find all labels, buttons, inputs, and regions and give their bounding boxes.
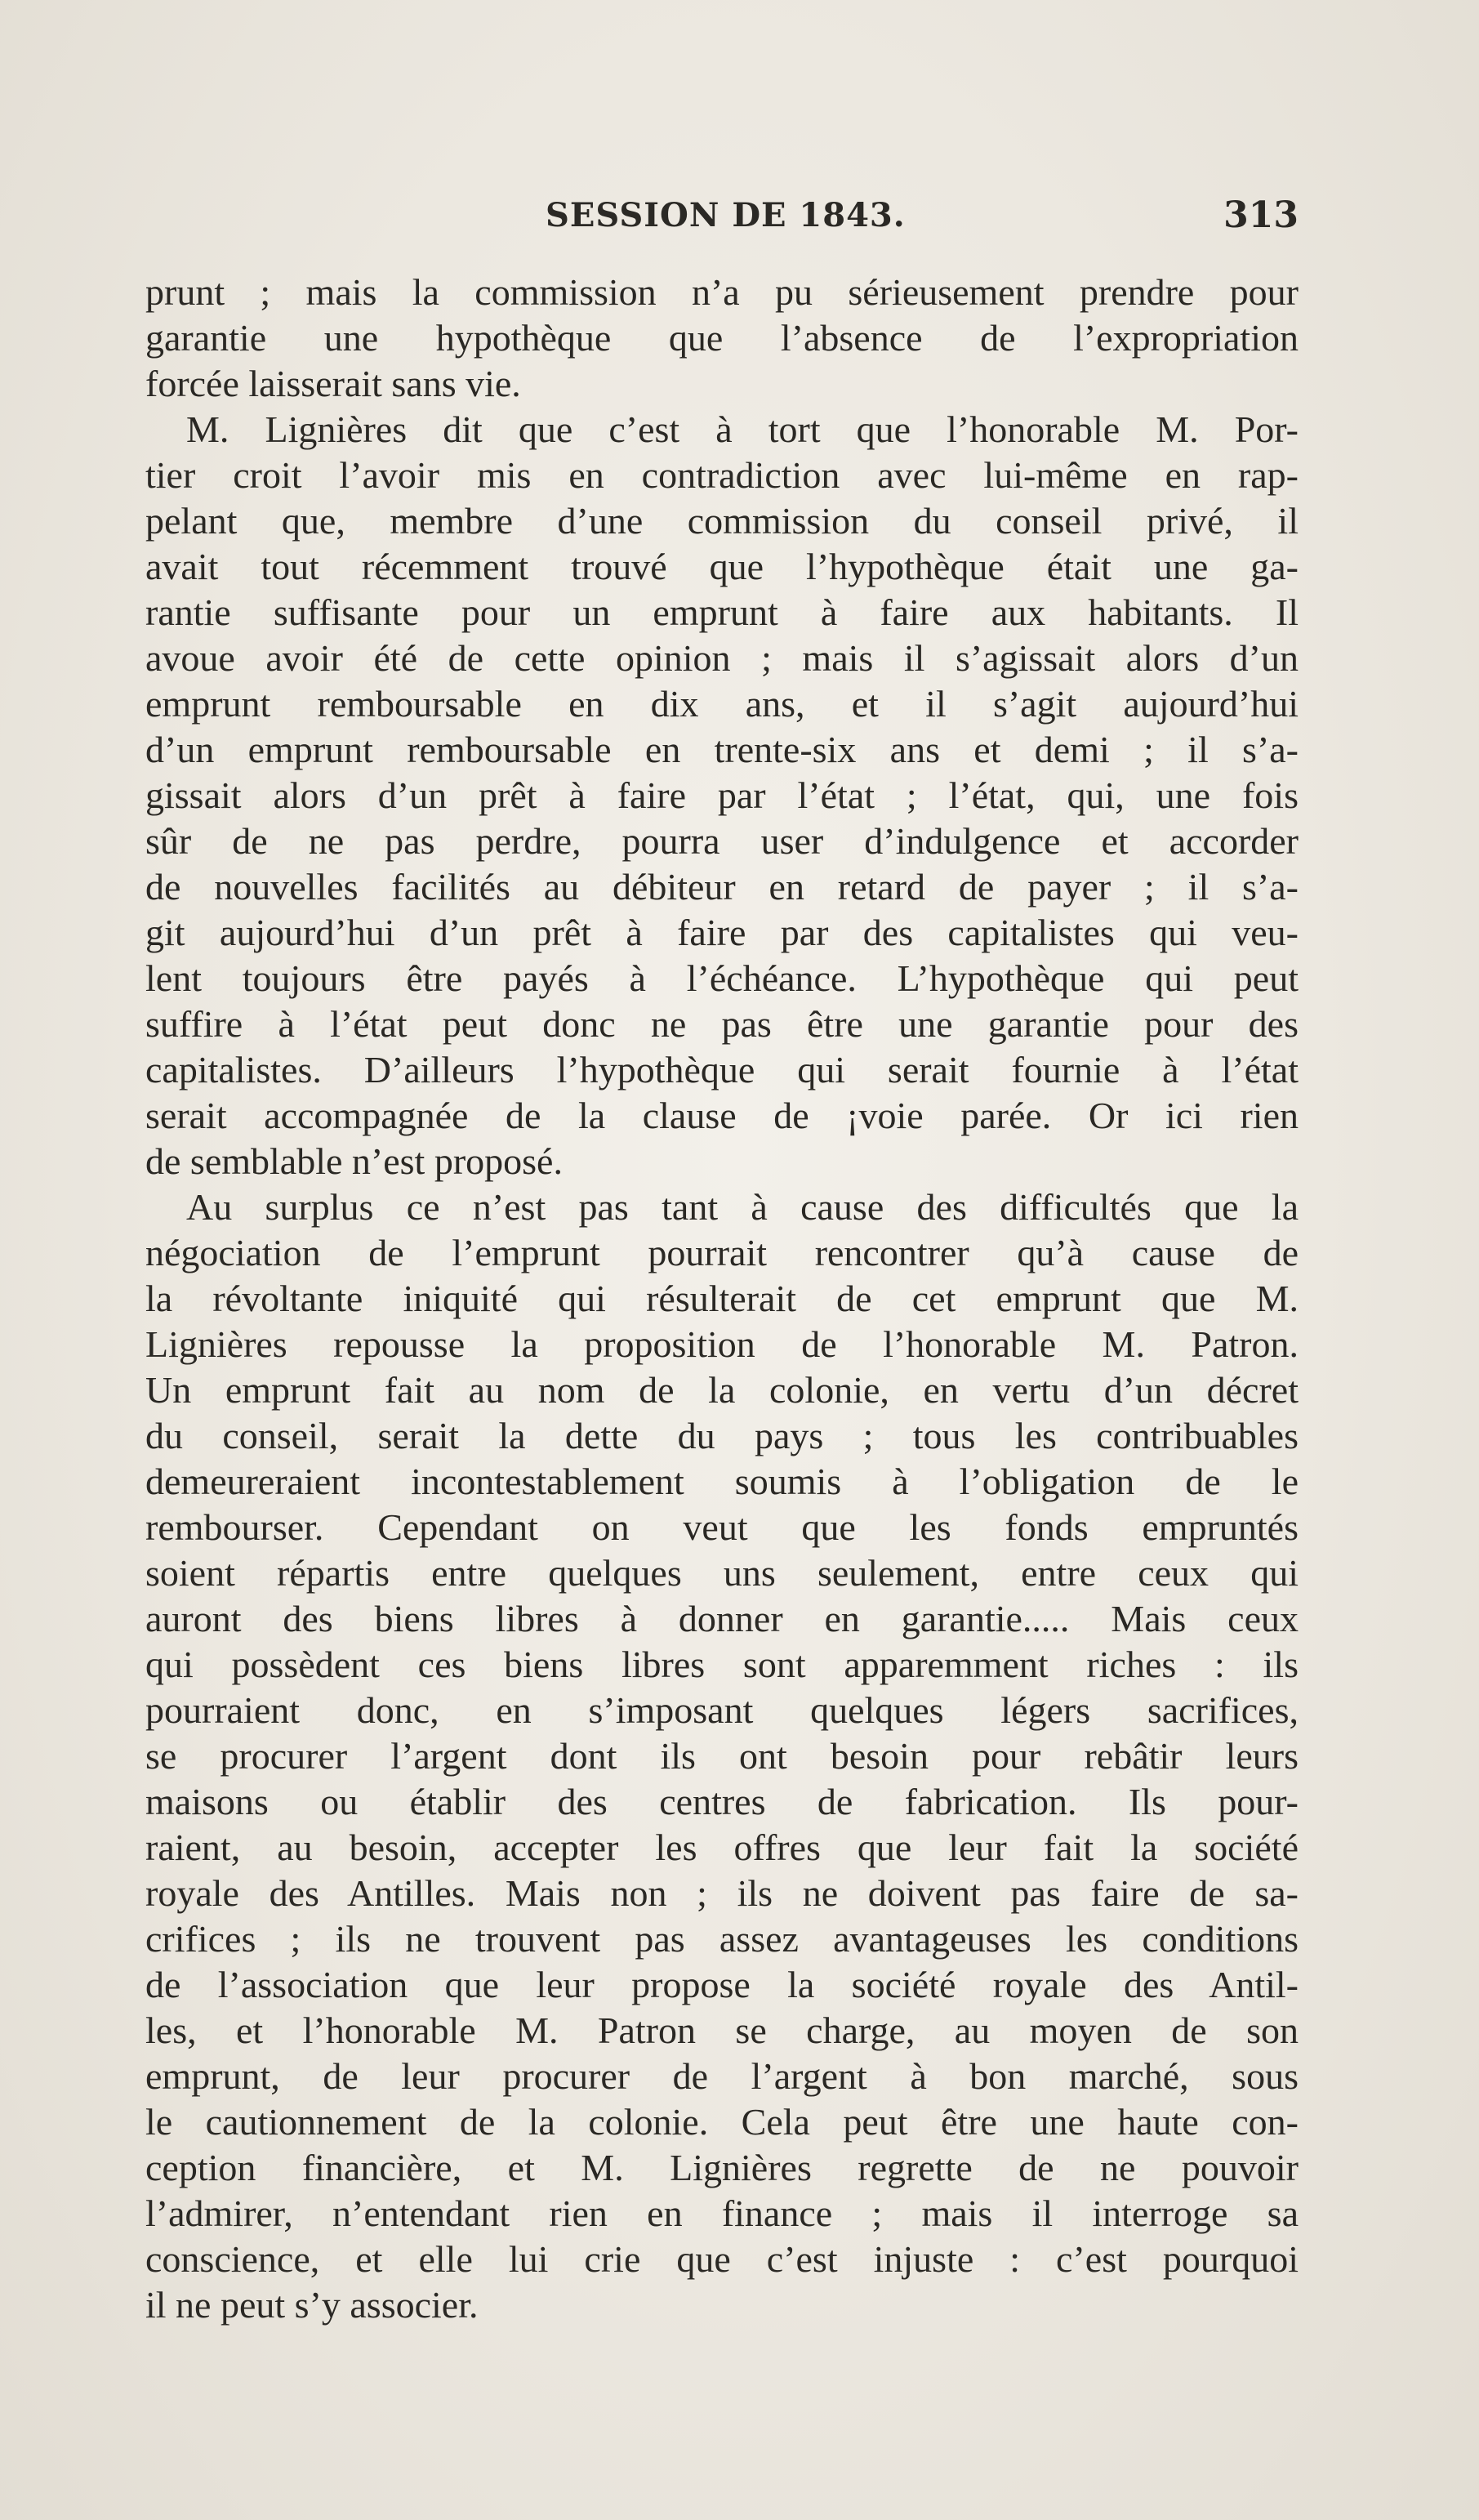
running-head: SESSION DE 1843. (546, 196, 906, 234)
text-line: se procurer l’argent dont ils ont besoin pour rebâtir leurs (145, 1735, 1299, 1777)
text-line: auront des biens libres à donner en garantie..... Mais ceux (145, 1598, 1299, 1639)
text-line: du conseil, serait la dette du pays ; tous les contribuables (145, 1415, 1299, 1456)
text-line: de nouvelles facilités au débiteur en retard de payer ; il s’a- (145, 866, 1299, 908)
text-line: serait accompagnée de la clause de ¡voie parée. Or ici rien (145, 1095, 1299, 1136)
text-line: soient répartis entre quelques uns seulement, entre ceux qui (145, 1552, 1299, 1594)
text-line: maisons ou établir des centres de fabrication. Ils pour- (145, 1781, 1299, 1822)
text-line: lent toujours être payés à l’échéance. L’hypothèque qui peut (145, 957, 1299, 999)
text-line: crifices ; ils ne trouvent pas assez avantageuses les conditions (145, 1918, 1299, 1960)
text-line: Un emprunt fait au nom de la colonie, en vertu d’un décret (145, 1369, 1299, 1411)
text-line: garantie une hypothèque que l’absence de l’expropriation (145, 317, 1299, 359)
text-line: pourraient donc, en s’imposant quelques légers sacrifices, (145, 1689, 1299, 1731)
text-line: raient, au besoin, accepter les offres que leur fait la société (145, 1826, 1299, 1868)
text-line: de l’association que leur propose la société royale des Antil- (145, 1964, 1299, 2005)
text-line: emprunt remboursable en dix ans, et il s’agit aujourd’hui (145, 683, 1299, 725)
text-line: emprunt, de leur procurer de l’argent à bon marché, sous (145, 2055, 1299, 2097)
page-number: 313 (1223, 194, 1299, 236)
body-text (145, 270, 1299, 2328)
text-line: Lignières repousse la proposition de l’honorable M. Patron. (145, 1323, 1299, 1365)
text-line: avait tout récemment trouvé que l’hypothèque était une ga- (145, 546, 1299, 587)
text-line: rembourser. Cependant on veut que les fonds empruntés (145, 1506, 1299, 1548)
text-line: la révoltante iniquité qui résulterait de cet emprunt que M. (145, 1278, 1299, 1319)
text-line: négociation de l’emprunt pourrait rencontrer qu’à cause de (145, 1232, 1299, 1273)
text-line: il ne peut s’y associer. (145, 2284, 479, 2326)
text-line: demeureraient incontestablement soumis à l’obligation de le (145, 1461, 1299, 1502)
page-header (145, 194, 1299, 243)
text-line: le cautionnement de la colonie. Cela peut être une haute con- (145, 2101, 1299, 2143)
text-line: d’un emprunt remboursable en trente-six ans et demi ; il s’a- (145, 729, 1299, 770)
text-line: Au surplus ce n’est pas tant à cause des difficultés que la (186, 1186, 1299, 1228)
text-line: forcée laisserait sans vie. (145, 363, 521, 404)
text-line: conscience, et elle lui crie que c’est injuste : c’est pourquoi (145, 2238, 1299, 2280)
text-line: les, et l’honorable M. Patron se charge, au moyen de son (145, 2009, 1299, 2051)
text-line: suffire à l’état peut donc ne pas être une garantie pour des (145, 1003, 1299, 1045)
text-line: l’admirer, n’entendant rien en finance ; mais il interroge sa (145, 2192, 1299, 2234)
text-line: git aujourd’hui d’un prêt à faire par des capitalistes qui veu- (145, 912, 1299, 953)
text-line: ception financière, et M. Lignières regrette de ne pouvoir (145, 2147, 1299, 2188)
text-line: M. Lignières dit que c’est à tort que l’honorable M. Por- (186, 408, 1299, 450)
text-line: royale des Antilles. Mais non ; ils ne doivent pas faire de sa- (145, 1872, 1299, 1914)
text-line: pelant que, membre d’une commission du conseil privé, il (145, 500, 1299, 542)
text-line: prunt ; mais la commission n’a pu sérieusement prendre pour (145, 271, 1299, 313)
text-line: de semblable n’est proposé. (145, 1140, 563, 1182)
text-line: rantie suffisante pour un emprunt à faire aux habitants. Il (145, 591, 1299, 633)
text-line: qui possèdent ces biens libres sont apparemment riches : ils (145, 1644, 1299, 1685)
text-line: capitalistes. D’ailleurs l’hypothèque qui serait fournie à l’état (145, 1049, 1299, 1091)
text-line: tier croit l’avoir mis en contradiction avec lui-même en rap- (145, 454, 1299, 496)
text-line: gissait alors d’un prêt à faire par l’état ; l’état, qui, une fois (145, 774, 1299, 816)
text-line: sûr de ne pas perdre, pourra user d’indulgence et accorder (145, 820, 1299, 862)
text-line: avoue avoir été de cette opinion ; mais il s’agissait alors d’un (145, 637, 1299, 679)
